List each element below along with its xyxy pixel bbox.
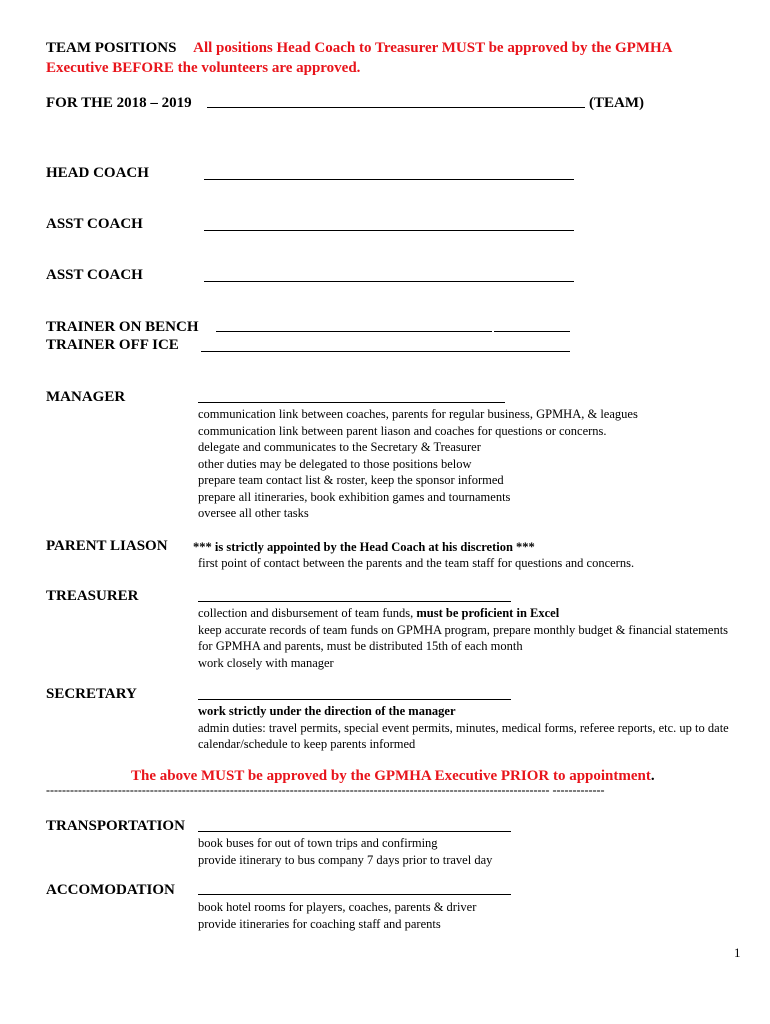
treasurer-duty-plain: collection and disbursement of team funds,	[198, 606, 417, 620]
transportation-duties	[198, 835, 492, 868]
manager-label: MANAGER	[46, 389, 126, 405]
transportation-label: TRANSPORTATION	[46, 818, 185, 834]
secretary-duty: admin duties: travel permits, special event permits, minutes, medical forms, referee reports, etc. up to date	[198, 720, 729, 735]
trainer-on-bench-label: TRAINER ON BENCH	[46, 319, 199, 335]
head-coach-line[interactable]	[204, 179, 574, 180]
manager-duty: prepare all itineraries, book exhibition games and tournaments	[198, 489, 511, 504]
accomodation-line[interactable]	[198, 894, 511, 895]
transportation-line[interactable]	[198, 831, 511, 832]
accomodation-duty: book hotel rooms for players, coaches, parents & driver	[198, 900, 477, 914]
secretary-note: work strictly under the direction of the manager	[198, 704, 456, 718]
page-number: 1	[734, 945, 741, 960]
treasurer-duty: for GPMHA and parents, must be distributed 15th of each month	[198, 639, 523, 653]
approval-notice-line1: All positions Head Coach to Treasurer MUST be approved by the GPMHA	[193, 40, 673, 56]
treasurer-duty: keep accurate records of team funds on GPMHA program, prepare monthly budget & financial statements	[198, 622, 729, 637]
manager-line[interactable]	[198, 402, 505, 403]
treasurer-label: TREASURER	[46, 588, 139, 604]
accomodation-duties	[198, 899, 476, 932]
treasurer-duty-bold: must be proficient in Excel	[416, 606, 560, 620]
secretary-label: SECRETARY	[46, 686, 137, 702]
approval-notice-text: The above MUST be approved by the GPMHA Executive PRIOR to appointment	[131, 768, 651, 784]
secretary-duty: calendar/schedule to keep parents informed	[198, 737, 416, 751]
trainer-on-bench-line-a[interactable]	[216, 331, 492, 332]
section-separator: ------------------------------------------------------------------------------------------------------------------------------ -------------	[46, 783, 605, 797]
manager-duty: communication link between coaches, parents for regular business, GPMHA, & leagues	[198, 407, 638, 421]
parent-liason-duty: first point of contact between the parents and the team staff for questions and concerns.	[198, 556, 635, 570]
team-name-line[interactable]	[207, 107, 585, 108]
manager-duty: delegate and communicates to the Secretary & Treasurer	[198, 440, 481, 454]
trainer-on-bench-line-b[interactable]	[494, 331, 570, 332]
secretary-line[interactable]	[198, 699, 511, 700]
team-suffix: (TEAM)	[589, 95, 644, 111]
manager-duty: oversee all other tasks	[198, 506, 309, 520]
manager-duties	[198, 406, 638, 522]
page-title: TEAM POSITIONS	[46, 40, 177, 56]
trainer-off-ice-line[interactable]	[201, 351, 570, 352]
approval-notice-line2: Executive BEFORE the volunteers are approved.	[46, 60, 361, 76]
season-label: FOR THE 2018 – 2019	[46, 95, 192, 111]
transportation-duty: book buses for out of town trips and confirming	[198, 836, 438, 850]
manager-duty: prepare team contact list & roster, keep the sponsor informed	[198, 473, 504, 487]
head-coach-label: HEAD COACH	[46, 165, 149, 181]
treasurer-duties	[198, 605, 728, 671]
asst-coach-1-line[interactable]	[204, 230, 574, 231]
asst-coach-2-label: ASST COACH	[46, 267, 143, 283]
treasurer-line[interactable]	[198, 601, 511, 602]
manager-duty: communication link between parent liason and coaches for questions or concerns.	[198, 423, 607, 438]
accomodation-duty: provide itineraries for coaching staff and parents	[198, 916, 441, 931]
header-block	[46, 38, 672, 58]
asst-coach-1-label: ASST COACH	[46, 216, 143, 232]
accomodation-label: ACCOMODATION	[46, 882, 175, 898]
asst-coach-2-line[interactable]	[204, 281, 574, 282]
approval-notice-period: .	[650, 768, 655, 784]
secretary-duties	[198, 703, 729, 753]
manager-duty: other duties may be delegated to those positions below	[198, 456, 472, 471]
trainer-off-ice-label: TRAINER OFF ICE	[46, 337, 179, 353]
treasurer-duty: work closely with manager	[198, 655, 334, 670]
treasurer-duty	[198, 605, 728, 622]
transportation-duty: provide itinerary to bus company 7 days prior to travel day	[198, 852, 493, 867]
parent-liason-note: *** is strictly appointed by the Head Coach at his discretion ***	[193, 540, 535, 554]
parent-liason-label: PARENT LIASON	[46, 538, 168, 554]
